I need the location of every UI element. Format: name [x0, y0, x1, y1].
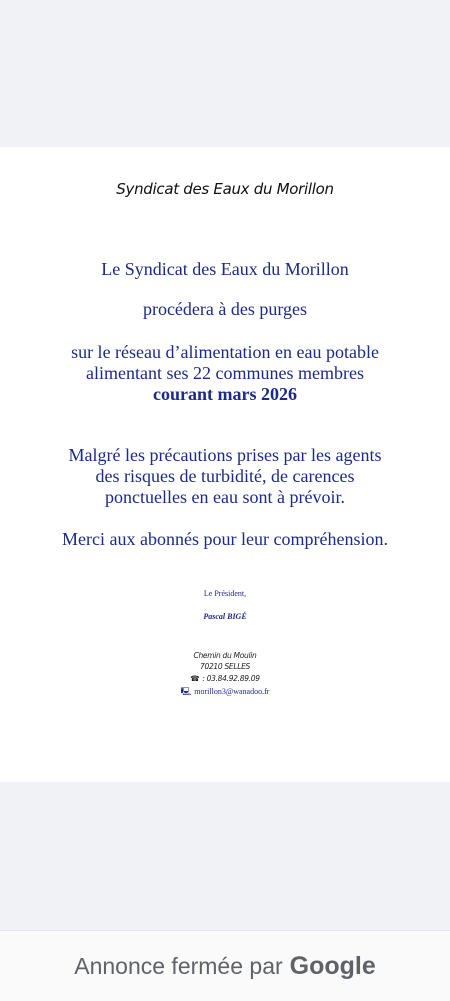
- top-gray-area: [0, 0, 450, 147]
- ad-card: [0, 147, 450, 782]
- notice-line-8: ponctuelles en eau sont à prévoir.: [105, 487, 345, 507]
- computer-icon: 🖳: [180, 687, 192, 696]
- signature-title: Le Président,: [203, 589, 247, 598]
- phone-icon: ☎: [190, 674, 200, 683]
- ad-closed-label: Annonce fermée par: [74, 952, 283, 979]
- notice-line-1: Le Syndicat des Eaux du Morillon: [101, 259, 349, 279]
- email-row: [0, 686, 450, 697]
- signature-name: Pascal BIGÉ: [203, 612, 247, 621]
- notice-line-2: procédera à des purges: [142, 299, 308, 319]
- ad-closed-bar: [0, 930, 450, 1001]
- notice-date-line: courant mars 2026: [153, 384, 297, 404]
- ad-heading: Syndicat des Eaux du Morillon: [116, 180, 334, 198]
- notice-thanks-line: Merci aux abonnés pour leur compréhension.: [62, 529, 388, 549]
- notice-line-4: alimentant ses 22 communes membres: [86, 363, 364, 383]
- phone-row: [0, 673, 450, 684]
- address-line-2: 70210 SELLES: [200, 662, 250, 671]
- notice-line-3: sur le réseau d’alimentation en eau potable: [71, 342, 379, 362]
- email-address: morillon3@wanadoo.fr: [194, 687, 270, 696]
- notice-line-6: Malgré les précautions prises par les agents: [68, 445, 382, 465]
- google-logo: Google: [289, 951, 376, 980]
- bottom-gray-area: [0, 782, 450, 930]
- address-line-1: Chemin du Moulin: [193, 651, 257, 660]
- notice-line-7: des risques de turbidité, de carences: [95, 466, 355, 486]
- phone-number: : 03.84.92.89.09: [202, 674, 260, 683]
